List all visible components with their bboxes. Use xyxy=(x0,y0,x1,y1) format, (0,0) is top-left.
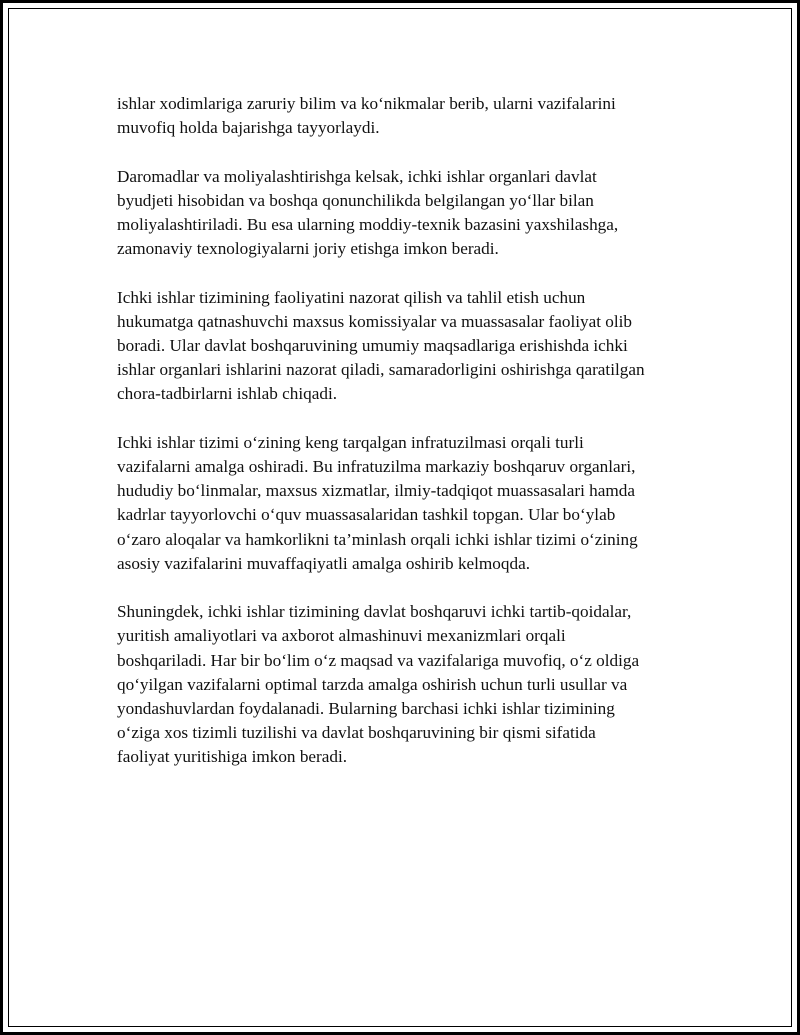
text-line: kadrlar tayyorlovchi o‘quv muassasalaridan tashkil topgan. Ular bo‘ylab xyxy=(117,505,616,525)
document-body xyxy=(117,92,697,794)
text-line: yondashuvlardan foydalanadi. Bularning barchasi ichki ishlar tizimining xyxy=(117,699,615,719)
text-line: moliyalashtiriladi. Bu esa ularning moddiy-texnik bazasini yaxshilashga, xyxy=(117,215,619,234)
paragraph-3 xyxy=(117,286,697,407)
paragraph-2 xyxy=(117,165,697,262)
text-line: Shuningdek, ichki ishlar tizimining davlat boshqaruvi ichki tartib-qoidalar, xyxy=(117,602,632,622)
text-line: hududiy bo‘linmalar, maxsus xizmatlar, ilmiy-tadqiqot muassasalari hamda xyxy=(117,481,635,501)
text-line: muvofiq holda bajarishga tayyorlaydi. xyxy=(117,118,380,138)
text-line: hukumatga qatnashuvchi maxsus komissiyalar va muassasalar faoliyat olib xyxy=(117,311,633,331)
text-line: chora-tadbirlarni ishlab chiqadi. xyxy=(117,384,338,404)
text-line: asosiy vazifalarini muvaffaqiyatli amalga oshirib kelmoqda. xyxy=(117,553,531,573)
text-line: zamonaviy texnologiyalarni joriy etishga imkon beradi. xyxy=(117,239,499,259)
paragraph-5 xyxy=(117,600,697,769)
text-line: o‘zaro aloqalar va hamkorlikni ta’minlash orqali ichki ishlar tizimi o‘zining xyxy=(117,529,638,549)
text-line: vazifalarni amalga oshiradi. Bu infratuzilma markaziy boshqaruv organlari, xyxy=(117,457,636,476)
text-line: byudjeti hisobidan va boshqa qonunchilikda belgilangan yo‘llar bilan xyxy=(117,190,594,210)
text-line: yuritish amaliyotlari va axborot almashinuvi mexanizmlari orqali xyxy=(117,626,566,646)
text-line: Ichki ishlar tizimi o‘zining keng tarqalgan infratuzilmasi orqali turli xyxy=(117,432,584,452)
paragraph-1 xyxy=(117,92,697,140)
text-line: o‘ziga xos tizimli tuzilishi va davlat boshqaruvining bir qismi sifatida xyxy=(117,723,596,743)
text-line: Daromadlar va moliyalashtirishga kelsak, ichki ishlar organlari davlat xyxy=(117,166,597,186)
paragraph-4 xyxy=(117,431,697,576)
text-line: boradi. Ular davlat boshqaruvining umumiy maqsadlariga erishishda ichki xyxy=(117,336,628,355)
text-line: ishlar organlari ishlarini nazorat qiladi, samaradorligini oshirishga qaratilgan xyxy=(117,360,645,380)
text-line: boshqariladi. Har bir bo‘lim o‘z maqsad va vazifalariga muvofiq, o‘z oldiga xyxy=(117,650,640,670)
text-line: qo‘yilgan vazifalarni optimal tarzda amalga oshirish uchun turli usullar va xyxy=(117,674,628,694)
text-line: ishlar xodimlariga zaruriy bilim va ko‘nikmalar berib, ularni vazifalarini xyxy=(117,94,616,113)
text-line: Ichki ishlar tizimining faoliyatini nazorat qilish va tahlil etish uchun xyxy=(117,287,586,307)
text-line: faoliyat yuritishiga imkon beradi. xyxy=(117,747,348,767)
